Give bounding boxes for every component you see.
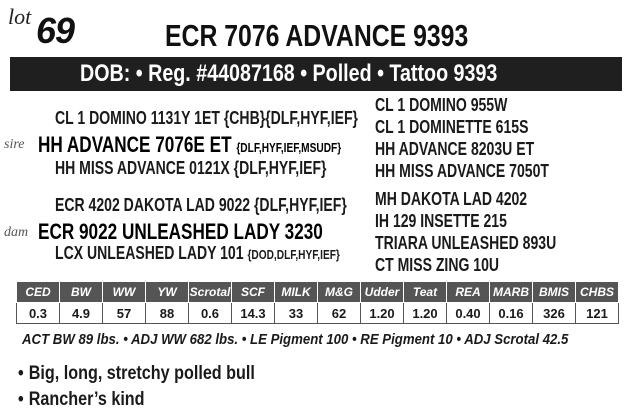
epd-header: Scrotal (189, 282, 232, 303)
sire (38, 132, 341, 158)
epd-value: 57 (103, 303, 146, 324)
epd-header: CED (17, 282, 60, 303)
epd-value: 121 (576, 303, 619, 324)
epd-header: CHBS (576, 282, 619, 303)
epd-header: SCF (232, 282, 275, 303)
sire-sire-suffix: {CHB}{DLF,HYF,IEF} (223, 108, 359, 128)
ancestor-sire-dam-dam: HH MISS ADVANCE 7050T (375, 161, 549, 181)
epd-value: 0.40 (447, 303, 490, 324)
note-item (18, 389, 145, 411)
dam-label: dam (4, 225, 29, 240)
epd-value: 4.9 (60, 303, 103, 324)
animal-name: ECR 7076 ADVANCE 9393 (165, 18, 469, 53)
sire-dam (55, 158, 327, 179)
sire-name: HH ADVANCE 7076E ET (38, 132, 232, 157)
epd-value: 33 (275, 303, 318, 324)
ancestor-dam-dam-dam: CT MISS ZING 10U (375, 255, 500, 275)
sire-sire-name: CL 1 DOMINO 1131Y 1ET (55, 108, 220, 128)
lot-label: lot (8, 4, 32, 29)
epd-header-row (17, 282, 619, 303)
ancestor-sire-dam-sire: HH ADVANCE 8203U ET (375, 139, 535, 159)
dam-sire-suffix: {DLF,HYF,IEF} (253, 195, 347, 215)
epd-header: BW (60, 282, 103, 303)
dam-name: ECR 9022 UNLEASHED LADY 3230 (38, 219, 323, 244)
note-item (18, 363, 255, 385)
bullet-icon: • (18, 363, 24, 384)
ancestor-dam-sire-sire: MH DAKOTA LAD 4202 (375, 189, 528, 209)
dam (38, 219, 323, 245)
sire-suffix: {DLF,HYF,IEF,MSUDF} (236, 140, 342, 155)
epd-table (16, 281, 619, 324)
dam-dam-name: LCX UNLEASHED LADY 101 (55, 243, 244, 263)
epd-header: Udder (361, 282, 404, 303)
bullet-icon: • (18, 389, 24, 410)
epd-header: WW (103, 282, 146, 303)
epd-value-row (17, 303, 619, 324)
dam-sire-name: ECR 4202 DAKOTA LAD 9022 (55, 195, 251, 215)
epd-header: MILK (275, 282, 318, 303)
epd-value: 88 (146, 303, 189, 324)
ancestor-sire-sire-sire: CL 1 DOMINO 955W (375, 95, 508, 115)
sire-label: sire (4, 137, 25, 152)
epd-value: 0.3 (17, 303, 60, 324)
epd-value: 1.20 (361, 303, 404, 324)
note-text: Big, long, stretchy polled bull (28, 363, 255, 384)
epd-header: M&G (318, 282, 361, 303)
note-text: Rancher’s kind (28, 389, 145, 410)
lot-number: 69 (36, 10, 75, 51)
actual-measurements: ACT BW 89 lbs. • ADJ WW 682 lbs. • LE Pigment 100 • RE Pigment 10 • ADJ Scrotal 42.5 (22, 331, 569, 348)
ancestor-sire-sire-dam: CL 1 DOMINETTE 615S (375, 117, 529, 137)
epd-value: 1.20 (404, 303, 447, 324)
epd-header: YW (146, 282, 189, 303)
epd-header: MARB (490, 282, 533, 303)
epd-header: BMIS (533, 282, 576, 303)
epd-header: Teat (404, 282, 447, 303)
sire-dam-suffix: {DLF,HYF,IEF} (233, 158, 327, 178)
ancestor-dam-dam-sire: TRIARA UNLEASHED 893U (375, 233, 557, 253)
epd-value: 62 (318, 303, 361, 324)
epd-value: 0.16 (490, 303, 533, 324)
epd-value: 0.6 (189, 303, 232, 324)
dam-dam (55, 243, 340, 264)
registration-info: DOB: • Reg. #44087168 • Polled • Tattoo 9393 (80, 60, 498, 87)
epd-value: 326 (533, 303, 576, 324)
dam-sire (55, 195, 347, 216)
dam-dam-suffix: {DOD,DLF,HYF,IEF} (247, 247, 340, 262)
sire-dam-name: HH MISS ADVANCE 0121X (55, 158, 230, 178)
epd-value: 14.3 (232, 303, 275, 324)
ancestor-dam-sire-dam: IH 129 INSETTE 215 (375, 211, 507, 231)
epd-header: REA (447, 282, 490, 303)
sire-sire (55, 108, 358, 129)
